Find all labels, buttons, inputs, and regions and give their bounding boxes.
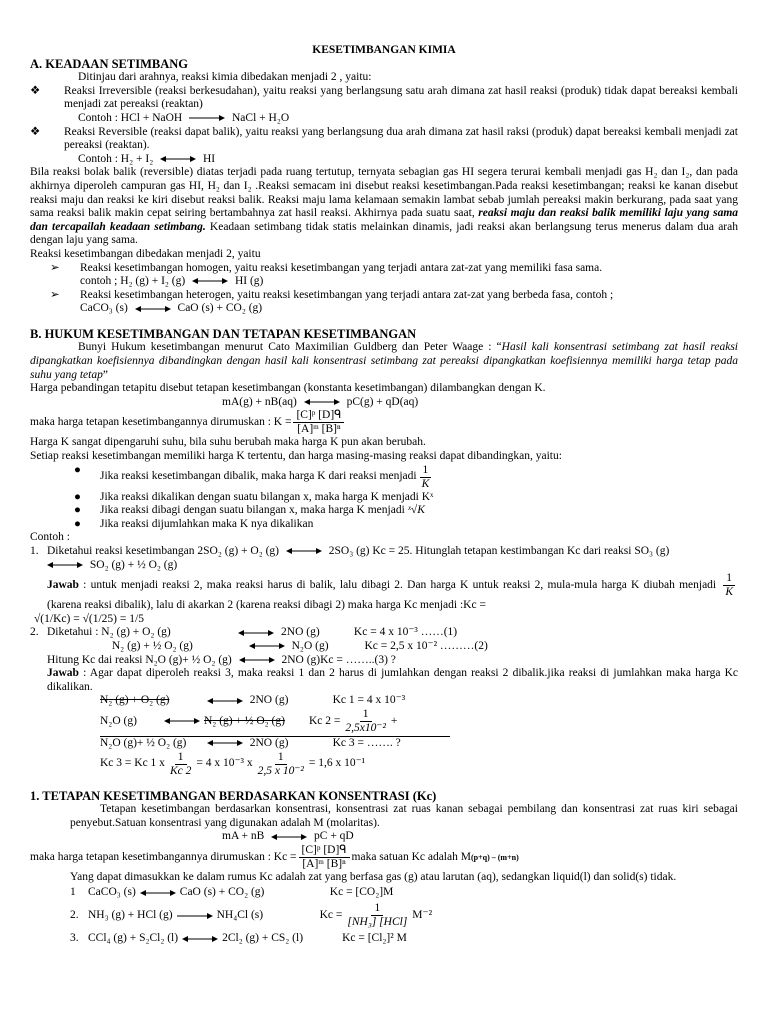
forward-arrow-icon	[177, 912, 213, 920]
dot-bullet-icon: ●	[74, 504, 81, 517]
equilibrium-arrow-icon	[160, 155, 196, 163]
equilibrium-arrow-icon	[286, 547, 322, 555]
rule-item: ● Jika reaksi kesetimbangan dibalik, maka harga K dari reaksi menjadi $\frac{1}{K}$	[30, 464, 738, 491]
rule-item: ● Jika reaksi dikalikan dengan suatu bilangan x, maka harga K menjadi Kˣ	[74, 490, 434, 503]
equilibrium-arrow-icon	[238, 629, 274, 637]
doc-title: KESETIMBANGAN KIMIA	[312, 44, 456, 56]
example-2: 2. Diketahui : N₂ (g) + O₂ (g) 2NO (g) Kc = 4 x 10⁻³ ……(1) N₂ (g) + ½ O₂ (g) N₂O (g) Kc = 2,5 x 10⁻² ………(2) Hitung Kc dai reaksi N₂O (g)+ ½ O₂ (g) 2NO (g)Kc = ……..(3) ? Jawab : Agar dapat diperoleh reaksi 3, maka reaksi 1 dan 2 harus di jumlahkan dengan reaksi 2 dibalik.jika reaksi di jumlahkan maka harga Kc dikalikan.	[30, 626, 738, 693]
temperature-note: Harga K sangat dipengaruhi suhu, bila suhu berubah maka harga K pun akan berubah.	[30, 436, 426, 449]
sum-line-2: N₂O (g) N₂ (g) + ½ O₂ (g) Kc 2 = $\frac{1}{\text{2,5x10⁻²}}$ +	[100, 707, 398, 734]
types-intro: Reaksi kesetimbangan dibedakan menjadi 2, yaitu	[30, 247, 261, 260]
reversible-item: ❖ Reaksi Reversible (reaksi dapat balik), yaitu reaksi yang berlangsung dua arah dimana zat hasil raksi (produk) dapat bereaksi kembali menjadi zat pereaksi (reaktan).	[30, 125, 738, 152]
homogeneous-example: contoh ; H₂ (g) + I₂ (g) HI (g)	[80, 275, 264, 288]
section-a-heading: A. KEADAAN SETIMBANG	[30, 56, 189, 71]
diamond-bullet-icon: ❖	[30, 84, 41, 97]
equilibrium-arrow-icon	[47, 561, 83, 569]
final-calculation: Kc 3 = Kc 1 x $\frac{1}{Kc 2}$ = 4 x 10⁻³ x $\frac{1}{\text{2,5 x 10⁻²}}$ = 1,6 x 10⁻¹	[100, 750, 366, 777]
arrowhead-bullet-icon: ➢	[50, 261, 60, 274]
equilibrium-arrow-icon	[135, 305, 171, 313]
sum-line-3: N₂O (g)+ ½ O₂ (g) 2NO (g) Kc 3 = ……. ?	[100, 736, 401, 749]
irreversible-item: ❖ Reaksi Irreversible (reaksi berkesudahan), yaitu reaksi yang berlangsung satu arah dimana zat hasil reaksi (produk) tidak dapat bereaksi kembali menjadi zat pereaksi (reaktan)	[30, 84, 738, 111]
kc-paragraph: Tetapan kesetimbangan berdasarkan konsentrasi, konsentrasi zat ruas kanan sebagai pembilang dan konsentrasi zat ruas kiri sebagai penyebut.Satuan konsentrasi yang digunakan adalah M (molaritas).	[70, 803, 738, 829]
equilibrium-arrow-icon	[239, 656, 275, 664]
contoh-label: Contoh :	[30, 531, 70, 544]
equilibrium-arrow-icon	[182, 935, 218, 943]
diamond-bullet-icon: ❖	[30, 125, 41, 138]
equilibrium-arrow-icon	[207, 739, 243, 747]
section-b-heading: B. HUKUM KESETIMBANGAN DAN TETAPAN KESETIMBANGAN	[30, 326, 417, 341]
equilibrium-arrow-icon	[271, 833, 307, 841]
kc-example-3: 3. CCl₄ (g) + S₂Cl₂ (l) 2Cl₂ (g) + CS₂ (l) Kc = [Cl₂]² M	[70, 931, 407, 944]
arrowhead-bullet-icon: ➢	[50, 288, 60, 301]
equilibrium-arrow-icon	[140, 889, 176, 897]
section-1-heading: 1. TETAPAN KESETIMBANGAN BERDASARKAN KONSENTRASI (Kc)	[30, 788, 437, 803]
section-a-intro: Ditinjau dari arahnya, reaksi kimia dibedakan menjadi 2 , yaitu:	[78, 71, 372, 84]
irreversible-example: Contoh : HCl + NaOH NaCl + H₂O	[78, 111, 290, 124]
homogeneous-item: ➢ Reaksi kesetimbangan homogen, yaitu reaksi kesetimbangan yang terjadi antara zat-zat yang memiliki fasa sama.	[30, 262, 738, 276]
example-1: 1. Diketahui reaksi kesetimbangan 2SO₂ (g) + O₂ (g) 2SO₃ (g) Kc = 25. Hitunglah tetapan kestimbangan Kc dari reaksi SO₃ (g) SO₂ (g) + ½ O₂ (g) Jawab : untuk menjadi reaksi 2, maka reaksi harus di balik, lalu dibagi 2. Dan harga K untuk reaksi 2, mula-mula harga K diubah menjadi $\frac{1}{K}$ (karena reaksi dibalik), lalu di akarkan 2 (karena reaksi dibagi 2) maka harga Kc menjadi :Kc =	[30, 545, 738, 613]
ratio-text: Harga pebandingan tetapitu disebut tetapan kesetimbangan (konstanta kesetimbangan) dilambangkan dengan K.	[30, 382, 546, 395]
dot-bullet-icon: ●	[74, 463, 81, 476]
dot-bullet-icon: ●	[74, 490, 81, 503]
equilibrium-arrow-icon	[304, 398, 340, 406]
kc-example-1: 1 CaCO₃ (s) CaO (s) + CO₂ (g) Kc = [CO₂]M	[70, 885, 394, 898]
kc-formula: maka harga tetapan kesetimbangannya dirumuskan : Kc = $\frac{\text{[C]ᵖ [D]ᑫ}}{\text{[A]ᵐ [B]ⁿ}}$ maka satuan Kc adalah M (p+q) – (m+n)	[30, 843, 519, 870]
kc-example-2: 2. NH₃ (g) + HCl (g) NH₄Cl (s) Kc = $\frac{1}{\text{[NH₃] [HCl]}}$ M⁻²	[70, 902, 433, 928]
equilibrium-arrow-icon	[164, 717, 200, 725]
k-fraction: $\frac{\text{[C]ᵖ [D]ᑫ}}{\text{[A]ᵐ [B]ⁿ}}$	[293, 409, 344, 436]
example-1-calculation: √(1/Kc) = √(1/25) = 1/5	[34, 612, 144, 625]
equilibrium-arrow-icon	[192, 277, 228, 285]
forward-arrow-icon	[189, 114, 225, 122]
general-reaction: mA(g) + nB(aq) pC(g) + qD(aq)	[222, 395, 419, 408]
comparison-intro: Setiap reaksi kesetimbangan memiliki harga K tertentu, dan harga masing-masing reaksi dapat dibandingkan, yaitu:	[30, 450, 562, 463]
phase-note: Yang dapat dimasukkan ke dalam rumus Kc adalah zat yang berfasa gas (g) atau larutan (aq), sedangkan liquid(l) dan solid(s) tidak.	[70, 870, 677, 883]
rule-item: ● Jika reaksi dijumlahkan maka K nya dikalikan	[74, 517, 314, 530]
k-formula: maka harga tetapan kesetimbangannya dirumuskan : K = $\frac{\text{[C]ᵖ [D]ᑫ}}{\text{[A]ᵐ [B]ⁿ}}$	[30, 409, 738, 436]
kc-general-reaction: mA + nB pC + qD	[222, 830, 354, 843]
sum-line-1: N₂ (g) + O₂ (g) 2NO (g) Kc 1 = 4 x 10⁻³	[100, 694, 406, 707]
equilibrium-arrow-icon	[207, 697, 243, 705]
dot-bullet-icon: ●	[74, 517, 81, 530]
equilibrium-arrow-icon	[249, 642, 285, 650]
equilibrium-paragraph: Bila reaksi bolak balik (reversible) diatas terjadi pada ruang tertutup, ternyata sebagian gas HI segera terurai kembali menjadi gas H₂ dan I₂, dan pada akhirnya diperoleh campuran gas HI, H₂ dan I₂ .Reaksi semacam ini disebut reaksi kesetimbangan.Pada reaksi kesetimbangan; reaksi ke kanan disebut reaksi maju dan reaksi ke kiri disebut reaksi balik. Reaksi maju lama kelamaan semakin lambat sebab jumlah pereaksi makin berkurang, pada saat yang sama reaksi balik makin cepat seiring bertambahnya zat hasil reaksi. Akhirnya pada suatu saat, reaksi maju dan reaksi balik memiliki laju yang sama dan tercapailah keadaan setimbang. Keadaan setimbang tidak statis melainkan dinamis, jadi reaksi akan berlangsung terus menerus dalam dua arah dengan laju yang sama.	[30, 166, 739, 247]
reversible-example: Contoh : H₂ + I₂ HI	[78, 152, 216, 165]
heterogeneous-item: ➢ Reaksi kesetimbangan heterogen, yaitu reaksi kesetimbangan yang terjadi antara zat-zat yang berbeda fasa, contoh ; CaCO₃ (s) CaO (s) + CO₂ (g)	[30, 289, 738, 316]
guldberg-waage-law: Bunyi Hukum kesetimbangan menurut Cato Maximilian Guldberg dan Peter Waage : “Hasil kali konsentrasi setimbang zat hasil reaksi dipangkatkan koefisiennya dibandingkan dengan hasil kali konsentrasi setimbang zat pereaksi dipangkatkan koefisiennya memiliki harga tetap pada suhu yang tetap”	[30, 341, 738, 381]
rule-item: ● Jika reaksi dibagi dengan suatu bilangan x, maka harga K menjadi ˣ√K	[74, 504, 425, 517]
